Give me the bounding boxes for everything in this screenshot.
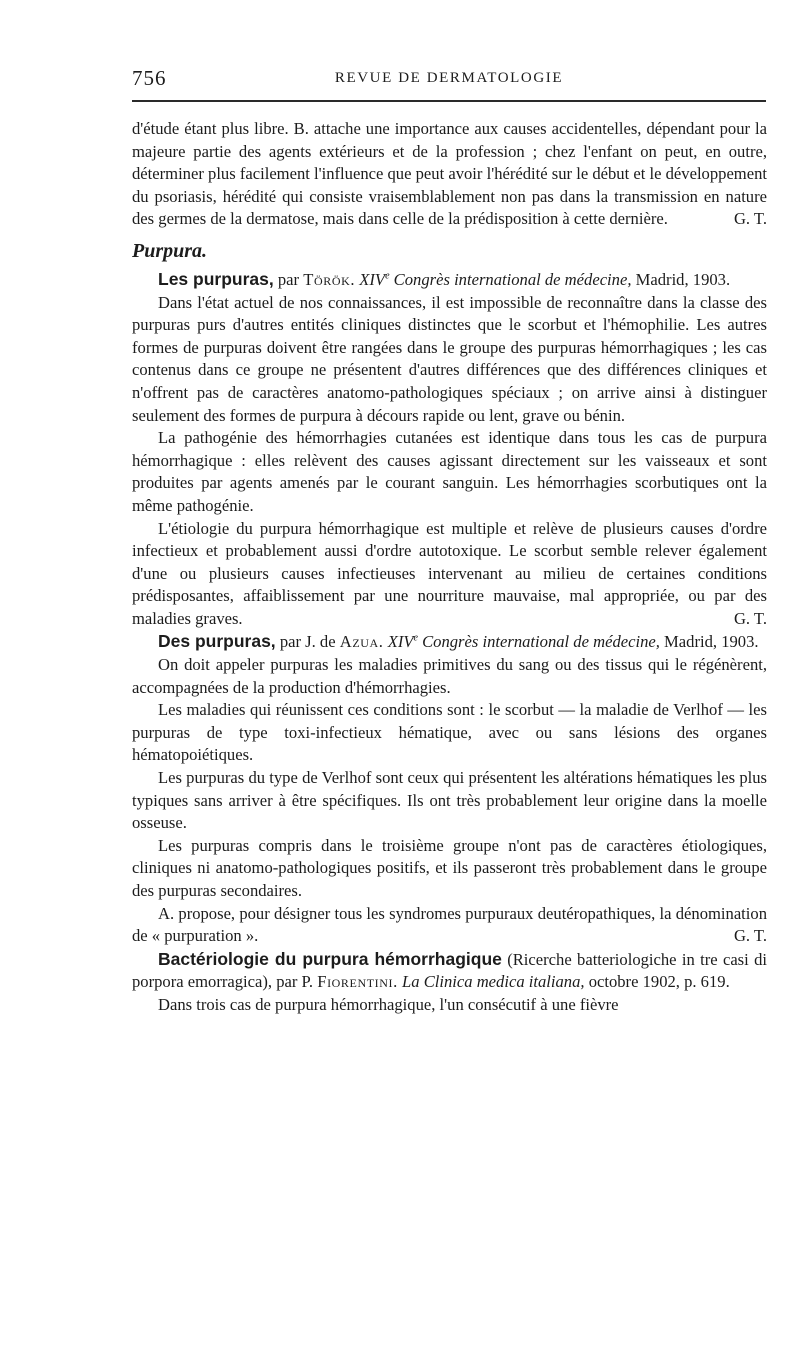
article-title-torok: Les purpuras, par Török. XIVe Congrès international de médecine, Madrid, 1903. — [158, 268, 731, 289]
running-title: REVUE DE DERMATOLOGIE — [334, 70, 564, 86]
paragraph: L'étiologie du purpura hémorrhagique est multiple et relève de plusieurs causes d'ordre infectieux et probablement aussi d'ordre autotoxique. Le scorbut semble relever également d'une ou plusieurs causes infectieuses intervenant au milieu de certaines conditions prédisposantes, affaiblissement par une nourriture mauvaise, mal appropriée, ou par des maladies graves. G. T. — [132, 518, 767, 631]
paragraph: Les maladies qui réunissent ces conditions sont : le scorbut — la maladie de Verlhof — les purpuras de type toxi-infectieux hématique, avec ou sans lésions des organes hématopoiétiques. — [132, 700, 767, 765]
author-name: Azua. — [339, 632, 384, 652]
paragraph: Les purpuras du type de Verlhof sont ceux qui présentent les altérations hématiques les plus typiques sans arriver à être spécifiques. Ils ont très probablement leur origine dans la moelle osseuse. — [132, 768, 767, 833]
journal-name: La Clinica medica italiana, — [397, 972, 585, 992]
author-name: Fiorentini. — [317, 972, 398, 992]
page-number: 756 — [132, 66, 167, 90]
article-title: Des purpuras, — [158, 631, 276, 652]
signature: G. T. — [733, 608, 767, 628]
header-rule — [132, 100, 766, 102]
article-title: Les purpuras, — [158, 268, 274, 289]
article-title-azua: Des purpuras, par J. de Azua. XIVe Congrès international de médecine, Madrid, 1903. — [158, 631, 759, 652]
paragraph: La pathogénie des hémorrhagies cutanées est identique dans tous les cas de purpura hémorrhagique : elles relèvent des causes agissant directement sur les vaisseaux et sont produites par agents amenés par le courant sanguin. Les hémorrhagies scorbutiques ont la même pathogénie. — [132, 428, 767, 515]
paragraph: On doit appeler purpuras les maladies primitives du sang ou des tissus qui le régénèrent, accompagnées de la production d'hémorrhagies. — [132, 655, 767, 697]
congress-name: Congrès international de médecine, — [417, 632, 660, 652]
congress-name: Congrès international de médecine, — [389, 269, 632, 289]
article-title: Bactériologie du purpura hémorrhagique — [158, 948, 502, 969]
signature: G. T. — [733, 209, 767, 229]
page-body — [132, 118, 767, 1017]
author-name: Török. — [303, 269, 356, 289]
section-heading: Purpura. — [132, 239, 208, 262]
paragraph: A. propose, pour désigner tous les syndromes purpuraux deutéropathiques, la dénomination de « purpuration ». G. T. — [132, 903, 767, 948]
paragraph: Dans trois cas de purpura hémorrhagique, l'un consécutif à une fièvre — [158, 994, 619, 1014]
signature: G. T. — [733, 926, 767, 946]
paragraph: Dans l'état actuel de nos connaissances, il est impossible de reconnaître dans la classe des purpuras purs d'autres entités cliniques distinctes que le scorbut et l'hémophilie. Les autres formes de purpuras doivent être rangées dans le groupe des purpuras hémorrhagiques ; les cas contenus dans ce groupe ne présentent d'autres différences que des différences cliniques et n'offrent pas de caractères anatomo-pathologiques spéciaux ; on arrive ainsi à distinguer seulement des formes de purpura à décours rapide ou lent, grave ou bénin. — [132, 292, 767, 425]
continuation-paragraph: d'étude étant plus libre. B. attache une importance aux causes accidentelles, dépendant pour la majeure partie des agents extérieurs et de la profession ; chez l'enfant on peut, en outre, déterminer plus facilement l'influence que peut avoir l'hérédité sur le début et le développement du psoriasis, hérédité qui consiste vraisemblablement non pas dans la transmission en nature des germes de la dermatose, mais dans celle de la prédisposition à cette dernière. G. T. — [132, 118, 767, 231]
paragraph: Les purpuras compris dans le troisième groupe n'ont pas de caractères étiologiques, cliniques ni anatomo-pathologiques positifs, et ils passeront très probablement dans le groupe des purpuras secondaires. — [132, 835, 767, 900]
article-title-fiorentini: Bactériologie du purpura hémorrhagique (Ricerche batteriologiche in tre casi di porpora emorragica), par P. Fiorentini. La Clinica medica italiana, octobre 1902, p. 619. — [132, 948, 767, 992]
running-header — [132, 66, 766, 90]
